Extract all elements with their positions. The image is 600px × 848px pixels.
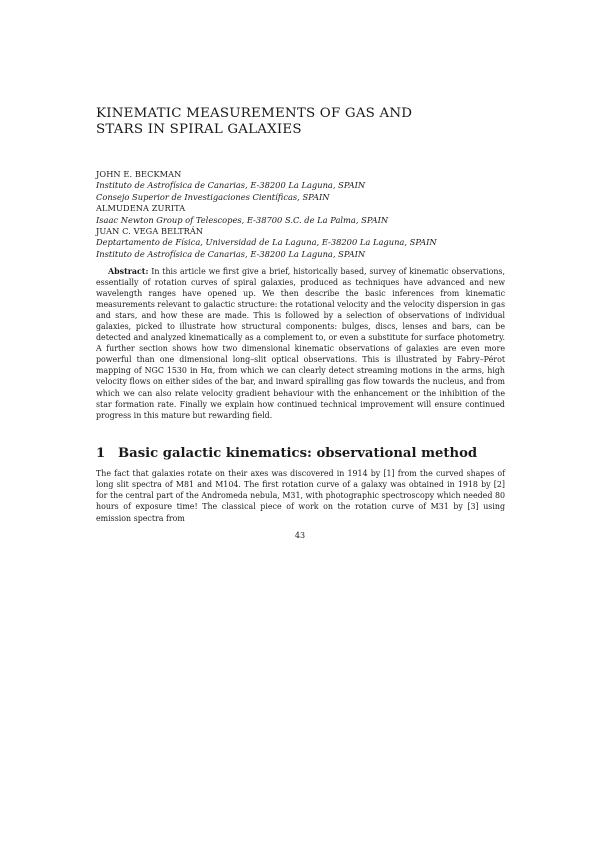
author-affiliation: Instituto de Astrofísica de Canarias, E-38200 La Laguna, SPAIN <box>96 248 366 259</box>
body-paragraph: The fact that galaxies rotate on their axes was discovered in 1914 by [1] from the curved shapes of long slit spectra of M81 and M104. The first rotation curve of a galaxy was obtained in 1918 by [2] for the central part of the Andromeda nebula, M31, with photographic spectroscopy which needed 80 hours of exposure time! The classical piece of work on the rotation curve of M31 by [3] using emission spectra from <box>96 469 505 523</box>
author-name: JOHN E. BECKMAN <box>96 169 182 179</box>
abstract-text: In this article we first give a brief, historically based, survey of kinematic observations, essentially of rotation curves of spiral galaxies, produced as techniques have advanced and new wavelength ranges have opened up. We then describe the basic inferences from kinematic measurements relevant to galactic structure: the rotational velocity and the velocity dispersion in gas and stars, and how these are made. This is followed by a selection of observations of individual galaxies, picked to illustrate how structural components: bulges, discs, lenses and bars, can be detected and analyzed kinematically as a complement to, or even a substitute for surface photometry. A further section shows how two dimensional kinematic observations of galaxies are even more powerful than one dimensional long–slit optical observations. This is illustrated by Fabry–Pérot mapping of NGC 1530 in Hα, from which we can clearly detect streaming motions in the arms, high velocity flows on either sides of the bar, and inward spiralling gas flow towards the nucleus, and from which we can also relate velocity gradient behaviour with the enhancement or the inhibition of the star formation rate. Finally we explain how continued technical improvement will ensure continued progress in this mature but rewarding field. <box>96 267 505 420</box>
section-number: 1 <box>96 446 106 461</box>
title-line-1: KINEMATIC MEASUREMENTS OF GAS AND <box>96 106 413 121</box>
section-title: Basic galactic kinematics: observational method <box>118 446 478 461</box>
author-name: ALMUDENA ZURITA <box>96 203 186 214</box>
author-affiliation: Deptartamento de Física, Universidad de La Laguna, E-38200 La Laguna, SPAIN <box>96 237 437 248</box>
author-affiliation: Consejo Superior de Investigaciones Científicas, SPAIN <box>96 191 330 202</box>
author-block <box>96 169 516 260</box>
paper-title <box>96 106 416 138</box>
title-line-2: STARS IN SPIRAL GALAXIES <box>96 122 302 137</box>
author-affiliation: Instituto de Astrofísica de Canarias, E-38200 La Laguna, SPAIN <box>96 180 366 191</box>
page-number: 43 <box>294 531 306 540</box>
abstract-label: Abstract: <box>108 267 149 276</box>
author-affiliation: Isaac Newton Group of Telescopes, E-38700 S.C. de La Palma, SPAIN <box>96 214 389 225</box>
author-name: JUAN C. VEGA BELTRÁN <box>96 226 204 237</box>
section-heading <box>96 446 516 462</box>
abstract <box>96 266 505 421</box>
